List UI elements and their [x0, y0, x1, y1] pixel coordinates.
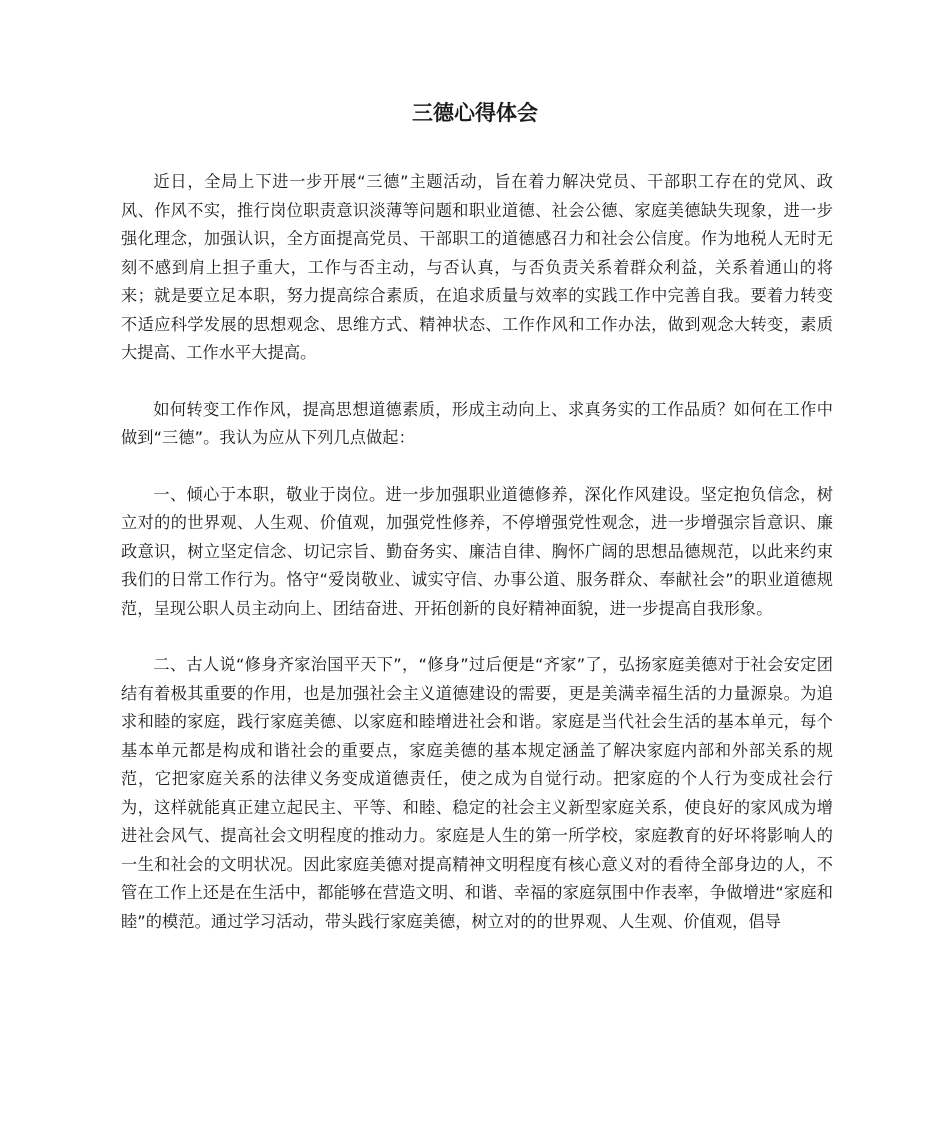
paragraph-question: 如何转变工作作风，提高思想道德素质，形成主动向上、求真务实的工作品质？如何在工作中做到“三德”。我认为应从下列几点做起： — [121, 399, 833, 447]
paragraph-point-one: 一、倾心于本职，敬业于岗位。进一步加强职业道德修养，深化作风建设。坚定抱负信念，树立对的的世界观、人生观、价值观，加强党性修养，不停增强党性观念，进一步增强宗旨意识、廉政意识，树立坚定信念、切记宗旨、勤奋务实、廉洁自律、胸怀广阔的思想品德规范，以此来约束我们的日常工作行为。恪守“爱岗敬业、诚实守信、办事公道、服务群众、奉献社会”的职业道德规范，呈现公职人员主动向上、团结奋进、开拓创新的良好精神面貌，进一步提高自我形象。 — [121, 484, 833, 618]
paragraph-point-two: 二、古人说“修身齐家治国平天下”，“修身”过后便是“齐家”了，弘扬家庭美德对于社会安定团结有着极其重要的作用，也是加强社会主义道德建设的需要，更是美满幸福生活的力量源泉。为追求和睦的家庭，践行家庭美德、以家庭和睦增进社会和谐。家庭是当代社会生活的基本单元，每个基本单元都是构成和谐社会的重要点，家庭美德的基本规定涵盖了解决家庭内部和外部关系的规范，它把家庭关系的法律义务变成道德责任，使之成为自觉行动。把家庭的个人行为变成社会行为，这样就能真正建立起民主、平等、和睦、稳定的社会主义新型家庭关系，使良好的家风成为增进社会风气、提高社会文明程度的推动力。家庭是人生的第一所学校，家庭教育的好坏将影响人的一生和社会的文明状况。因此家庭美德对提高精神文明程度有核心意义对的看待全部身边的人，不管在工作上还是在生活中，都能够在营造文明、和谐、幸福的家庭氛围中作表率，争做增进“家庭和睦”的模范。通过学习活动，带头践行家庭美德，树立对的的世界观、人生观、价值观，倡导 — [121, 655, 833, 931]
paragraph-intro: 近日，全局上下进一步开展“三德”主题活动，旨在着力解决党员、干部职工存在的党风、政风、作风不实，推行岗位职责意识淡薄等问题和职业道德、社会公德、家庭美德缺失现象，进一步强化理念，加强认识，全方面提高党员、干部职工的道德感召力和社会公信度。作为地税人无时无刻不感到肩上担子重大，工作与否主动，与否认真，与否负责关系着群众利益，关系着通山的将来；就是要立足本职，努力提高综合素质，在追求质量与效率的实践工作中完善自我。要着力转变不适应科学发展的思想观念、思维方式、精神状态、工作作风和工作办法，做到观念大转变，素质大提高、工作水平大提高。 — [121, 172, 833, 362]
document-title: 三德心得体会 — [412, 101, 538, 125]
document-body — [121, 168, 833, 964]
